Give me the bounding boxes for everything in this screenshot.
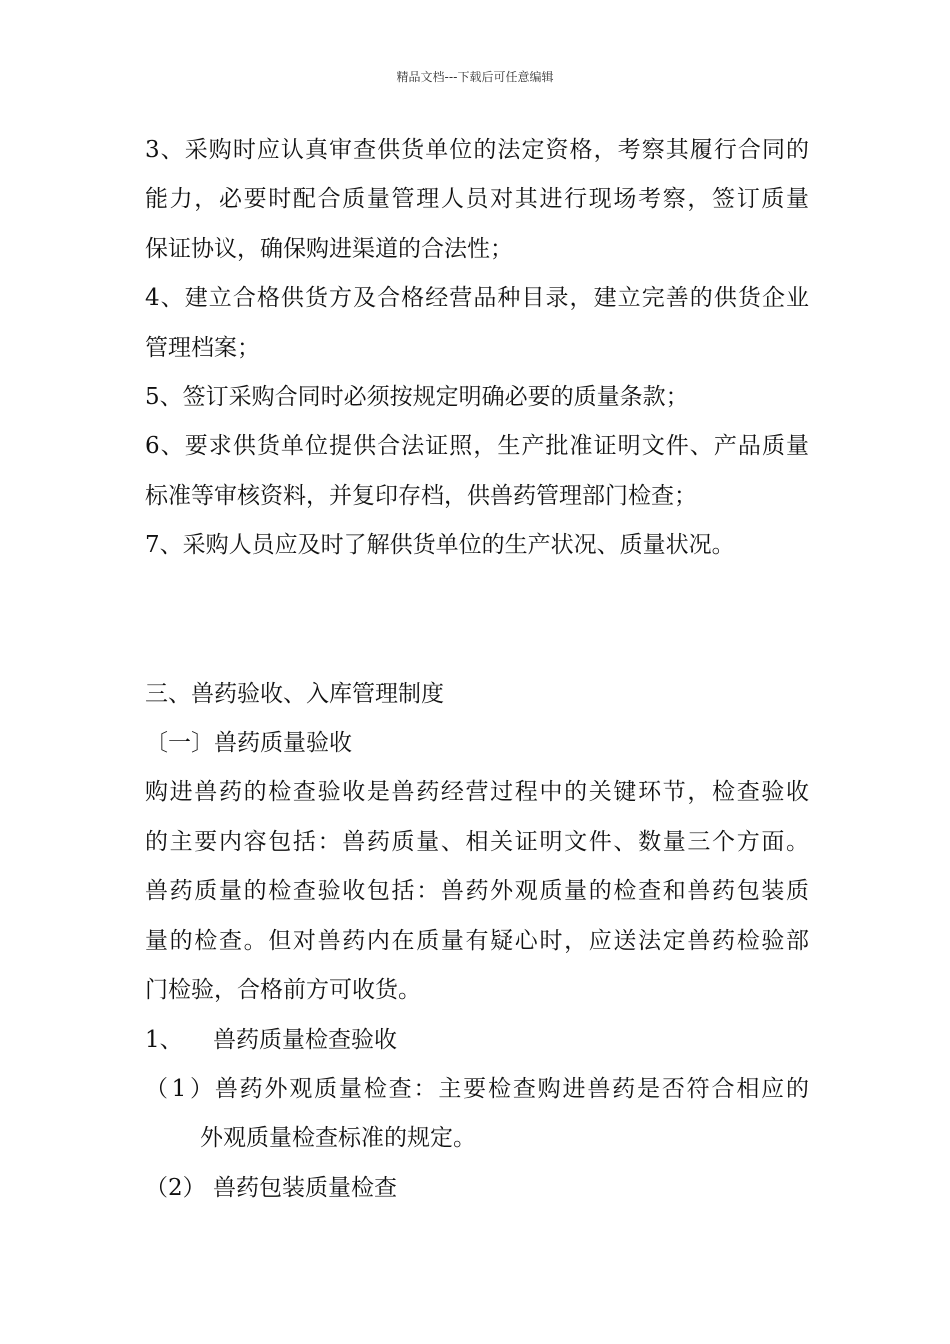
sub-item-2 <box>145 1164 809 1213</box>
paragraph-line: 量的检查。但对兽药内在质量有疑心时，应送法定兽药检验部 <box>145 927 809 954</box>
paragraph-line: 7、采购人员应及时了解供货单位的生产状况、质量状况。 <box>145 532 735 559</box>
paragraph-line: 保证协议，确保购进渠道的合法性； <box>145 235 513 262</box>
paragraph-line: 门检验，合格前方可收货。 <box>145 977 421 1004</box>
sub-item-text: 兽药外观质量检查：主要检查购进兽药是否符合相应的 <box>213 1075 809 1102</box>
paragraph-line: 购进兽药的检查验收是兽药经营过程中的关键环节，检查验收 <box>145 779 809 806</box>
list-item-1 <box>145 1016 809 1065</box>
paragraph-line: 能力，必要时配合质量管理人员对其进行现场考察，签订质量 <box>145 186 809 213</box>
paragraph-line: 的主要内容包括：兽药质量、相关证明文件、数量三个方面。 <box>145 828 809 855</box>
sub-item-text: 兽药包装质量检查 <box>213 1174 397 1201</box>
sub-item-number: （2） <box>145 1174 206 1201</box>
sub-item-number: （1） <box>145 1075 213 1102</box>
paragraph-line: 3、采购时应认真审查供货单位的法定资格，考察其履行合同的 <box>145 137 809 163</box>
paragraph-line: 6、要求供货单位提供合法证照，生产批准证明文件、产品质量 <box>145 433 809 460</box>
paragraph-line: 兽药质量的检查验收包括：兽药外观质量的检查和兽药包装质 <box>145 878 809 905</box>
section-heading: 三、兽药验收、入库管理制度 <box>145 680 444 707</box>
list-text: 兽药质量检查验收 <box>213 1026 397 1053</box>
paragraph-line: 标准等审核资料，并复印存档，供兽药管理部门检查； <box>145 482 697 509</box>
document-body <box>145 126 809 1213</box>
list-number: 1、 <box>145 1026 183 1053</box>
paragraph-line: 管理档案； <box>145 334 260 361</box>
sub-item-1 <box>145 1065 809 1114</box>
paragraph-line: 4、建立合格供货方及合格经营品种目录，建立完善的供货企业 <box>145 285 809 312</box>
section-subheading: 〔一〕兽药质量验收 <box>145 730 352 757</box>
section-spacer <box>145 571 809 670</box>
sub-item-continuation: 外观质量检查标准的规定。 <box>200 1125 476 1152</box>
paragraph-line: 5、签订采购合同时必须按规定明确必要的质量条款； <box>145 384 689 411</box>
page-header: 精品文档---下载后可任意编辑 <box>396 70 554 84</box>
